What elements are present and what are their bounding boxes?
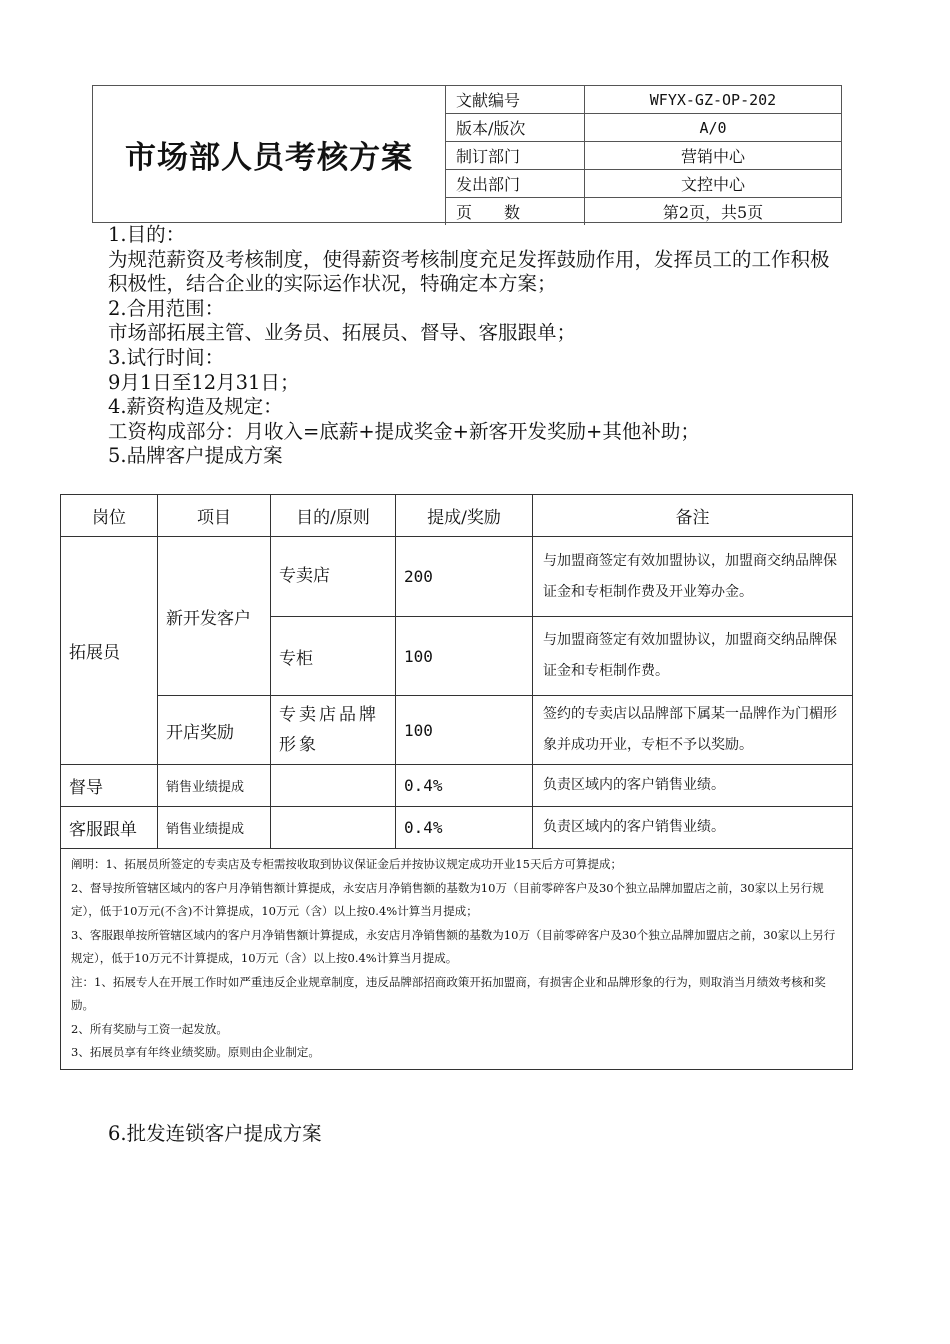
notes-row (61, 849, 853, 1070)
note-line: 2、所有奖励与工资一起发放。 (71, 1021, 228, 1036)
table-header-row (61, 495, 853, 537)
remark-cell: 负责区域内的客户销售业绩。 (533, 765, 853, 807)
info-row-doc-number (446, 86, 842, 114)
info-value: 文控中心 (585, 170, 842, 198)
info-key: 版本/版次 (446, 114, 585, 142)
goal-cell: 专柜 (271, 617, 396, 696)
table-row (61, 765, 853, 807)
remark-cell: 签约的专卖店以品牌部下属某一品牌作为门楣形象并成功开业，专柜不予以奖励。 (533, 696, 853, 765)
amount-cell: 200 (396, 537, 533, 617)
info-key: 页 数 (446, 198, 585, 226)
info-value: WFYX-GZ-OP-202 (585, 86, 842, 114)
position-cell: 督导 (61, 765, 158, 807)
remark-cell: 与加盟商签定有效加盟协议，加盟商交纳品牌保证金和专柜制作费。 (533, 617, 853, 696)
paragraph-trial-period: 9月1日至12月31日； (108, 370, 300, 394)
position-cell: 客服跟单 (61, 807, 158, 849)
table-row (61, 537, 853, 617)
note-line: 3、拓展员享有年终业绩奖励。原则由企业制定。 (71, 1045, 320, 1059)
note-line: 注：1、拓展专人在开展工作时如严重违反企业规章制度，违反品牌部招商政策开拓加盟商，有损害企业和品牌形象的行为，则取消当月绩效考核和奖励。 (71, 974, 826, 1012)
column-header: 项目 (158, 495, 271, 537)
info-value: 营销中心 (585, 142, 842, 170)
goal-cell: 专卖店品牌形象 (271, 696, 396, 765)
info-row-prepared-by (446, 142, 842, 170)
remark-cell: 负责区域内的客户销售业绩。 (533, 807, 853, 849)
paragraph-purpose: 为规范薪资及考核制度，使得薪资考核制度充足发挥鼓励作用，发挥员工的工作积极积极性，结合企业的实际运作状况，特确定本方案； (108, 247, 830, 296)
table-row (61, 696, 853, 765)
notes-cell (61, 849, 853, 1070)
column-header: 目的/原则 (271, 495, 396, 537)
note-line: 2、督导按所管辖区域内的客户月净销售额计算提成，永安店月净销售额的基数为10万（目前零碎客户及30个独立品牌加盟店之前，30家以上另行规定），低于10万元(不含)不计算提成，10万元（含）以上按0.4%计算当月提成； (71, 880, 824, 918)
goal-cell (271, 765, 396, 807)
goal-cell: 专卖店 (271, 537, 396, 617)
amount-cell: 0.4% (396, 765, 533, 807)
column-header: 备注 (533, 495, 853, 537)
info-value: 第2页，共5页 (585, 198, 842, 226)
info-key: 制订部门 (446, 142, 585, 170)
note-line: 3、客服跟单按所管辖区域内的客户月净销售额计算提成，永安店月净销售额的基数为10万（目前零碎客户及30个独立品牌加盟店之前，30家以上另行规定），低于10万元不计算提成，10万元（含）以上按0.4%计算当月提成。 (71, 927, 836, 965)
column-header: 提成/奖励 (396, 495, 533, 537)
column-header: 岗位 (61, 495, 158, 537)
section-heading-trial-period: 3.试行时间： (108, 345, 225, 369)
document-header (92, 85, 842, 223)
amount-cell: 0.4% (396, 807, 533, 849)
info-key: 发出部门 (446, 170, 585, 198)
commission-table (60, 494, 853, 1070)
document-title: 市场部人员考核方案 (125, 139, 413, 176)
info-key: 文献编号 (446, 86, 585, 114)
paragraph-scope: 市场部拓展主管、业务员、拓展员、督导、客服跟单； (108, 321, 577, 345)
info-row-version (446, 114, 842, 142)
item-cell: 新开发客户 (158, 537, 271, 696)
section-heading-salary-structure: 4.薪资构造及规定： (108, 395, 283, 419)
paragraph-salary-structure: 工资构成部分：月收入=底薪+提成奖金+新客开发奖励+其他补助； (108, 419, 700, 443)
item-cell: 开店奖励 (158, 696, 271, 765)
section-heading-brand-commission: 5.品牌客户提成方案 (108, 444, 283, 468)
note-line: 阐明：1、拓展员所签定的专卖店及专柜需按收取到协议保证金后并按协议规定成功开业15天后方可算提成； (71, 857, 622, 871)
section-heading-wholesale-commission: 6.批发连锁客户提成方案 (108, 1122, 322, 1145)
amount-cell: 100 (396, 617, 533, 696)
remark-cell: 与加盟商签定有效加盟协议，加盟商交纳品牌保证金和专柜制作费及开业筹办金。 (533, 537, 853, 617)
info-row-issued-by (446, 170, 842, 198)
amount-cell: 100 (396, 696, 533, 765)
document-body (108, 223, 848, 469)
item-cell: 销售业绩提成 (158, 765, 271, 807)
table-row (61, 807, 853, 849)
info-row-pages (446, 198, 842, 226)
section-heading-purpose: 1.目的： (108, 223, 186, 246)
document-info-table (445, 86, 841, 225)
item-cell: 销售业绩提成 (158, 807, 271, 849)
position-cell: 拓展员 (61, 537, 158, 765)
info-value: A/0 (585, 114, 842, 142)
section-heading-scope: 2.合用范围： (108, 296, 225, 320)
goal-cell (271, 807, 396, 849)
